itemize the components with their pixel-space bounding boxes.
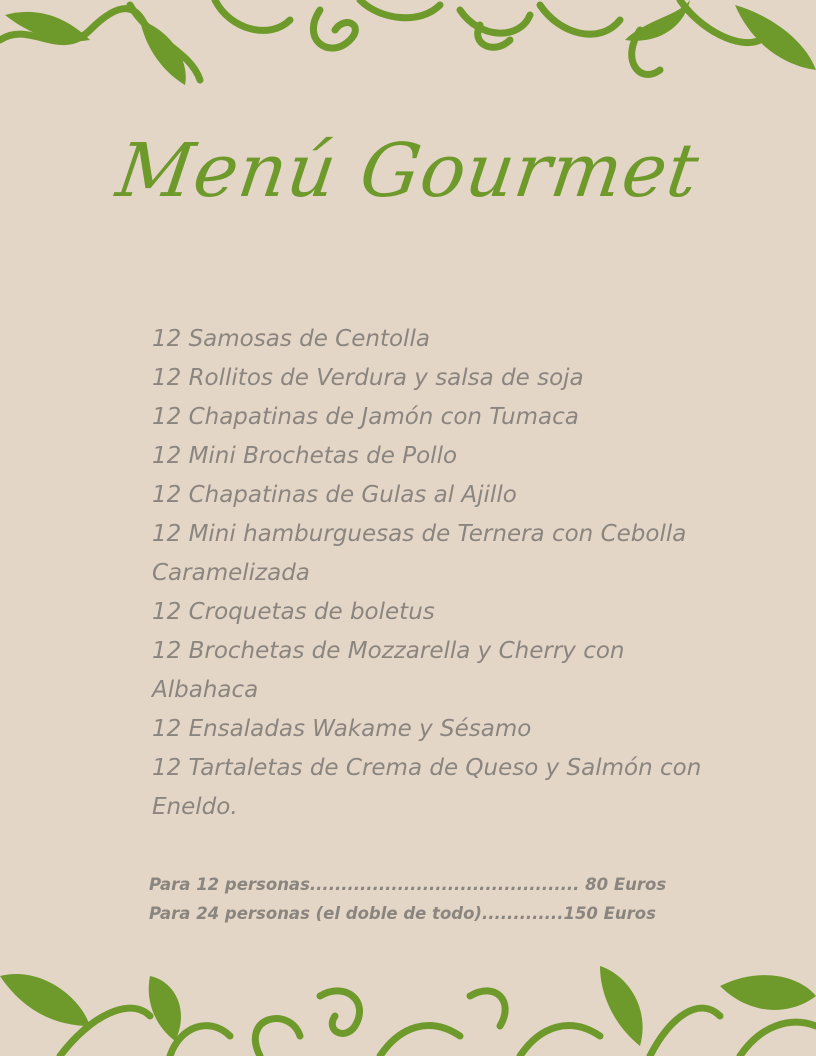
page-title: Menú Gourmet: [111, 128, 705, 214]
menu-item: 12 Croquetas de boletus: [152, 599, 435, 625]
menu-item: 12 Tartaletas de Crema de Queso y Salmón con Eneldo.: [152, 755, 702, 820]
menu-item: 12 Samosas de Centolla: [152, 326, 430, 352]
top-vine-border-icon: [0, 0, 816, 110]
menu-item: 12 Chapatinas de Jamón con Tumaca: [152, 404, 579, 430]
bottom-vine-border-icon: [0, 956, 816, 1056]
price-line-12: Para 12 personas........................................... 80 Euros: [149, 875, 667, 894]
menu-item: 12 Chapatinas de Gulas al Ajillo: [152, 482, 517, 508]
menu-list: [152, 320, 732, 827]
menu-item: 12 Ensaladas Wakame y Sésamo: [152, 716, 532, 742]
price-line-24: Para 24 personas (el doble de todo).............150 Euros: [149, 904, 656, 923]
price-list: [149, 870, 669, 928]
menu-item: 12 Mini Brochetas de Pollo: [152, 443, 458, 469]
menu-item: 12 Mini hamburguesas de Ternera con Cebolla Caramelizada: [152, 521, 687, 586]
menu-item: 12 Rollitos de Verdura y salsa de soja: [152, 365, 584, 391]
menu-item: 12 Brochetas de Mozzarella y Cherry con Albahaca: [152, 638, 625, 703]
